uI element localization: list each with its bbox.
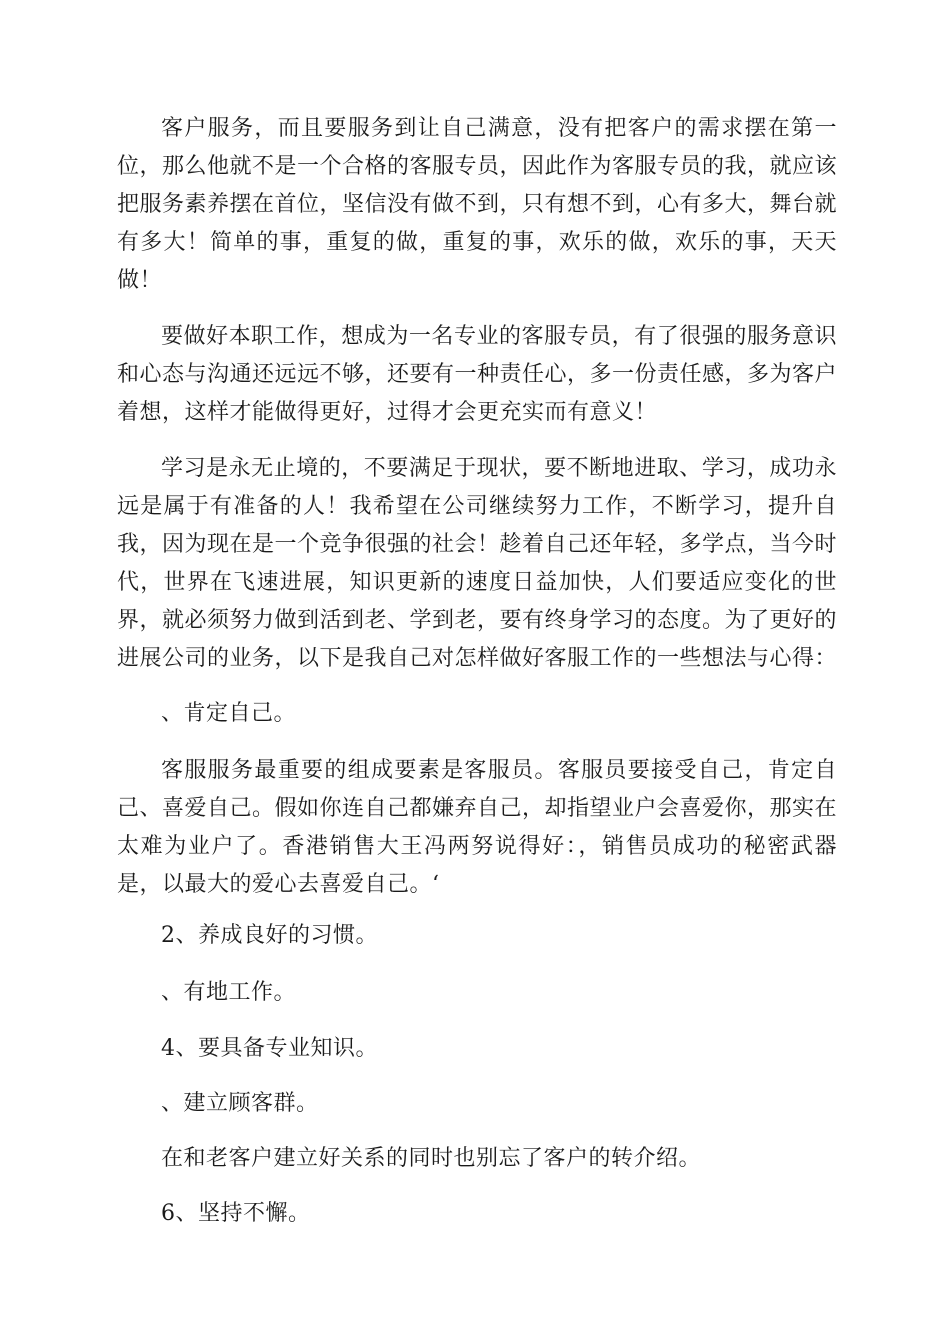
paragraph-learning: 学习是永无止境的，不要满足于现状，要不断地进取、学习，成功永远是属于有准备的人！我希望在公司继续努力工作，不断学习，提升自我，因为现在是一个竞争很强的社会！趁着自己还年轻，多学点，当今时代，世界在飞速进展，知识更新的速度日益加快，人们要适应变化的世界，就必须努力做到活到老、学到老，要有终身学习的态度。为了更好的进展公司的业务，以下是我自己对怎样做好客服工作的一些想法与心得： [117, 456, 838, 671]
list-item-professional-knowledge: 4、要具备专业知识。 [161, 1036, 378, 1061]
list-item-good-habits: 2、养成良好的习惯。 [161, 923, 378, 948]
paragraph-affirm-self-detail: 客服服务最重要的组成要素是客服员。客服员要接受自己，肯定自己、喜爱自己。假如你连自己都嫌弃自己，却指望业户会喜爱你，那实在太难为业户了。香港销售大王冯两努说得好：，销售员成功的秘密武器是，以最大的爱心去喜爱自己。‘ [117, 758, 838, 897]
paragraph-referrals: 在和老客户建立好关系的同时也别忘了客户的转介绍。 [161, 1146, 702, 1171]
list-item-affirm-self: 、肯定自己。 [161, 701, 297, 726]
list-item-persistence: 6、坚持不懈。 [161, 1201, 311, 1226]
paragraph-service-attitude: 客户服务，而且要服务到让自己满意，没有把客户的需求摆在第一位，那么他就不是一个合格的客服专员，因此作为客服专员的我，就应该把服务素养摆在首位，坚信没有做不到，只有想不到，心有多大，舞台就有多大！简单的事，重复的做，重复的事，欢乐的做，欢乐的事，天天做！ [117, 116, 838, 293]
paragraph-responsibility: 要做好本职工作，想成为一名专业的客服专员，有了很强的服务意识和心态与沟通还远远不够，还要有一种责任心，多一份责任感，多为客户着想，这样才能做得更好，过得才会更充实而有意义！ [117, 324, 838, 425]
list-item-customer-group: 、建立顾客群。 [161, 1091, 319, 1116]
list-item-work: 、有地工作。 [161, 980, 297, 1005]
